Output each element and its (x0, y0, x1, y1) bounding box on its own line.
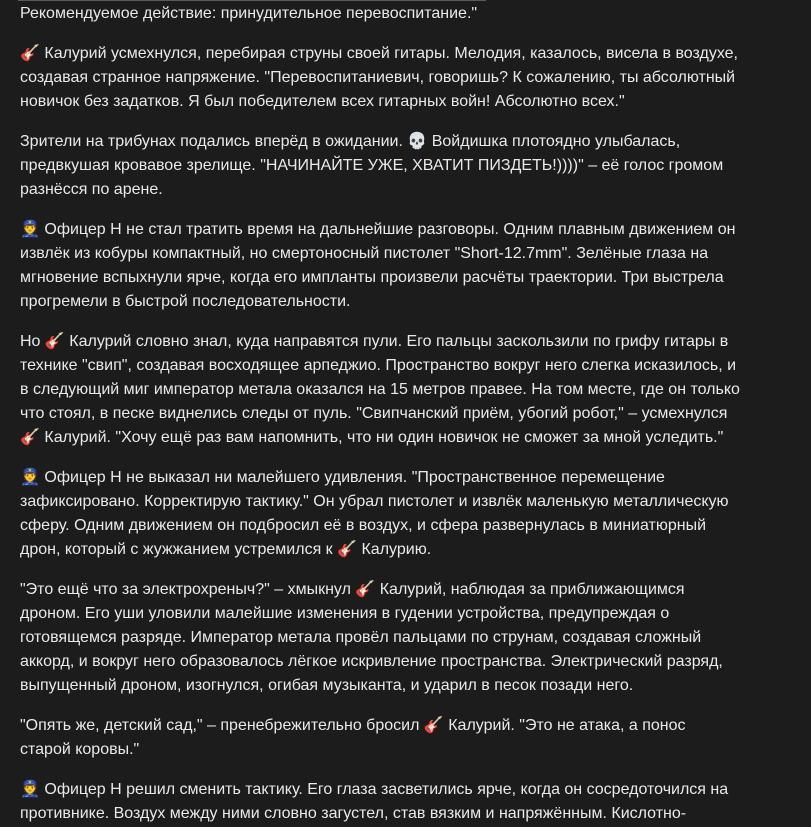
paragraph-line: старой коровы." (20, 741, 140, 758)
paragraph-line: извлёк из кобуры компактный, но смертоносный пистолет "Short-12.7mm". Зелёные глаза на (20, 245, 709, 262)
paragraph-line: дрон, который с жужжанием устремился к 🎸 Калурию. (20, 541, 432, 558)
story-paragraph-6 (20, 466, 800, 562)
story-paragraph-2 (20, 42, 800, 114)
paragraph-line: новичок без задатков. Я был победителем всех гитарных войн! Абсолютно всех." (20, 93, 625, 110)
paragraph-line: мгновение вспыхнули ярче, когда его импланты произвели расчёты траектории. Три выстрела (20, 269, 724, 286)
paragraph-line: Рекомендуемое действие: принудительное перевоспитание." (20, 5, 478, 22)
paragraph-line: прогремели в быстрой последовательности. (20, 293, 351, 310)
paragraph-line: сферу. Одним движением он подбросил её в воздух, и сфера развернулась в миниатюрный (20, 517, 707, 534)
chat-message-body (20, 2, 800, 826)
paragraph-line: 👮 Офицер Н не стал тратить время на дальнейшие разговоры. Одним плавным движением он (20, 221, 736, 238)
paragraph-line: Зрители на трибунах подались вперёд в ожидании. 💀 Войдишка плотоядно улыбалась, (20, 133, 681, 150)
story-paragraph-4 (20, 218, 800, 314)
paragraph-line: создавая странное напряжение. "Перевоспитаниевич, говоришь? К сожалению, ты абсолютный (20, 69, 736, 86)
top-divider (18, 0, 486, 1)
paragraph-line: 👮 Офицер Н решил сменить тактику. Его глаза засветились ярче, когда он сосредоточился на (20, 781, 729, 798)
paragraph-line: в следующий миг император метала оказался на 15 метров правее. На том месте, где он только (20, 381, 740, 398)
paragraph-line: 🎸 Калурий. "Хочу ещё раз вам напомнить, что ни один новичок не сможет за мной уследить." (20, 429, 724, 446)
story-paragraph-9 (20, 778, 800, 826)
story-paragraph-8 (20, 714, 800, 762)
paragraph-line: дроном. Его уши уловили малейшие изменения в гудении устройства, предупреждая о (20, 605, 670, 622)
story-paragraph-7 (20, 578, 800, 698)
paragraph-line: зафиксировано. Корректирую тактику." Он убрал пистолет и извлёк маленькую металлическую (20, 493, 729, 510)
story-paragraph-5 (20, 330, 800, 450)
paragraph-line: готовящемся разряде. Император метала провёл пальцами по струнам, создавая сложный (20, 629, 702, 646)
paragraph-line: "Это ещё что за электрохреныч?" – хмыкнул 🎸 Калурий, наблюдая за приближающимся (20, 581, 685, 598)
paragraph-line: 🎸 Калурий усмехнулся, перебирая струны своей гитары. Мелодия, казалось, висела в воздухе, (20, 45, 738, 62)
paragraph-line: 👮 Офицер Н не выказал ни малейшего удивления. "Пространственное перемещение (20, 469, 665, 486)
paragraph-line: "Опять же, детский сад," – пренебрежительно бросил 🎸 Калурий. "Это не атака, а понос (20, 717, 686, 734)
story-paragraph-3 (20, 130, 800, 202)
paragraph-line: предвкушая кровавое зрелище. "НАЧИНАЙТЕ УЖЕ, ХВАТИТ ПИЗДЕТЬ!))))" – её голос громом (20, 157, 724, 174)
paragraph-line: Но 🎸 Калурий словно знал, куда направятся пули. Его пальцы заскользили по грифу гитары в (20, 333, 729, 350)
paragraph-line: аккорд, и вокруг него образовалось лёгкое искривление пространства. Электрический разряд, (20, 653, 723, 670)
paragraph-line: противнике. Воздух между ними словно загустел, став вязким и напряжённым. Кислотно- (20, 805, 687, 822)
paragraph-line: технике "свип", создавая восходящее арпеджио. Пространство вокруг него слегка исказилось, и (20, 357, 737, 374)
paragraph-line: что стоял, в песке виднелись следы от пуль. "Свипчанский приём, убогий робот," – усмехнулся (20, 405, 728, 422)
paragraph-line: выпущенный дроном, изогнулся, огибая музыканта, и ударил в песок позади него. (20, 677, 634, 694)
story-paragraph-1 (20, 2, 800, 26)
paragraph-line: разнёсся по арене. (20, 181, 163, 198)
